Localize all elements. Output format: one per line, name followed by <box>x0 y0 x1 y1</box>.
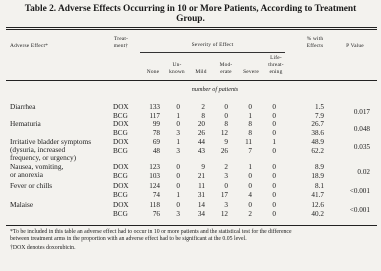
count-cell-mild: 14 <box>197 201 205 209</box>
count-cell-life: 0 <box>272 172 276 180</box>
header-severity: Severity of Effect <box>191 42 234 48</box>
count-cell-mild: 21 <box>197 172 205 180</box>
header-unknown-2: known <box>169 69 185 75</box>
count-cell-none: 69 <box>152 138 160 146</box>
header-adverse-effect: Adverse Effect* <box>10 43 49 49</box>
adverse-effect-label: Nausea, vomiting, <box>10 162 64 171</box>
count-cell-none: 117 <box>149 112 160 120</box>
header-life-2: threat- <box>268 62 284 68</box>
adverse-effect-label: Diarrhea <box>10 102 36 111</box>
treatment-cell: DOX <box>113 182 129 190</box>
adverse-effect-label: Hematuria <box>10 119 41 128</box>
footnote-3: †DOX denotes doxorubicin. <box>10 245 76 251</box>
treatment-cell: DOX <box>113 103 129 111</box>
count-cell-unk: 3 <box>176 147 180 155</box>
p-value-cell: <0.001 <box>349 206 370 214</box>
count-cell-life: 0 <box>272 120 276 128</box>
count-cell-mild: 26 <box>197 129 205 137</box>
treatment-cell: BCG <box>113 172 128 180</box>
adverse-effect-label: frequency, or urgency) <box>10 153 77 162</box>
treatment-cell: BCG <box>113 129 128 137</box>
header-pct-1: % with <box>306 36 324 42</box>
count-cell-mild: 43 <box>197 147 205 155</box>
header-life-1: Life- <box>270 55 282 61</box>
header-treatment-1: Treat- <box>113 36 129 42</box>
count-cell-unk: 0 <box>176 182 180 190</box>
count-cell-unk: 1 <box>176 138 180 146</box>
count-cell-unk: 0 <box>176 120 180 128</box>
adverse-effect-label: or anorexia <box>10 170 44 179</box>
count-cell-none: 118 <box>149 201 160 209</box>
adverse-effect-label: (dysuria, increased <box>10 145 66 154</box>
count-cell-life: 0 <box>272 112 276 120</box>
top-rule-2 <box>6 29 377 30</box>
count-cell-mild: 31 <box>197 191 205 199</box>
pct-cell: 1.5 <box>315 103 324 111</box>
count-cell-unk: 1 <box>176 191 180 199</box>
count-cell-unk: 0 <box>176 163 180 171</box>
count-cell-mild: 8 <box>201 112 205 120</box>
count-cell-mod: 12 <box>220 129 228 137</box>
count-cell-mild: 11 <box>198 182 205 190</box>
count-cell-none: 124 <box>149 182 160 190</box>
count-cell-life: 0 <box>272 201 276 209</box>
count-cell-life: 0 <box>272 163 276 171</box>
header-treatment-2: ment† <box>113 43 129 49</box>
count-cell-unk: 1 <box>176 112 180 120</box>
pct-cell: 62.2 <box>311 147 324 155</box>
count-cell-none: 123 <box>149 163 160 171</box>
pct-cell: 48.9 <box>311 138 324 146</box>
pct-cell: 40.2 <box>311 210 324 218</box>
count-cell-sev: 0 <box>248 201 252 209</box>
bottom-rule <box>6 225 377 226</box>
count-cell-life: 1 <box>272 138 276 146</box>
pct-cell: 8.9 <box>315 163 324 171</box>
header-life-3: ening <box>269 69 283 75</box>
count-cell-none: 74 <box>152 191 160 199</box>
count-cell-mod: 12 <box>220 210 228 218</box>
count-cell-mod: 26 <box>220 147 228 155</box>
count-cell-mod: 0 <box>224 103 228 111</box>
count-cell-sev: 11 <box>245 138 252 146</box>
count-cell-mod: 9 <box>224 138 228 146</box>
severity-rule <box>140 52 285 53</box>
count-cell-none: 78 <box>152 129 160 137</box>
count-cell-sev: 8 <box>248 129 252 137</box>
count-cell-unk: 0 <box>176 172 180 180</box>
header-mild: Mild <box>195 69 207 75</box>
adverse-effect-label: Fever or chills <box>10 181 53 190</box>
count-cell-none: 103 <box>149 172 160 180</box>
count-cell-unk: 3 <box>176 129 180 137</box>
count-cell-sev: 8 <box>248 120 252 128</box>
header-unknown-1: Un- <box>172 62 182 68</box>
count-cell-life: 0 <box>272 103 276 111</box>
count-cell-life: 0 <box>272 147 276 155</box>
count-cell-sev: 1 <box>248 163 252 171</box>
treatment-cell: DOX <box>113 120 129 128</box>
count-cell-life: 0 <box>272 210 276 218</box>
count-cell-sev: 4 <box>248 191 252 199</box>
header-moderate-1: Mod- <box>219 62 233 68</box>
header-pct-2: Effects <box>306 43 324 49</box>
count-cell-mod: 0 <box>224 112 228 120</box>
header-moderate-2: erate <box>220 69 232 75</box>
adverse-effect-label: Irritative bladder symptoms <box>10 137 92 146</box>
pct-cell: 41.7 <box>311 191 324 199</box>
pct-cell: 12.6 <box>311 201 324 209</box>
pct-cell: 26.7 <box>311 120 324 128</box>
count-cell-sev: 0 <box>248 172 252 180</box>
pct-cell: 8.1 <box>315 182 324 190</box>
count-cell-mild: 20 <box>197 120 205 128</box>
count-cell-mild: 2 <box>201 103 205 111</box>
pct-cell: 18.9 <box>311 172 324 180</box>
header-none: None <box>146 69 160 75</box>
p-value-cell: 0.048 <box>353 125 370 133</box>
table-title-line-1: Table 2. Adverse Effects Occurring in 10 or More Patients, According to Treatment <box>24 4 357 14</box>
count-cell-mod: 3 <box>224 201 228 209</box>
count-cell-mild: 9 <box>201 163 205 171</box>
count-cell-none: 99 <box>152 120 160 128</box>
count-cell-sev: 0 <box>248 182 252 190</box>
adverse-effect-label: Malaise <box>10 200 34 209</box>
treatment-cell: BCG <box>113 147 128 155</box>
header-p-value: P Value <box>346 43 364 49</box>
count-cell-sev: 1 <box>248 112 252 120</box>
treatment-cell: BCG <box>113 112 128 120</box>
count-cell-mild: 34 <box>197 210 205 218</box>
count-cell-none: 133 <box>149 103 160 111</box>
count-cell-mod: 0 <box>224 182 228 190</box>
count-cell-unk: 0 <box>176 201 180 209</box>
footnote-1: *To be included in this table an adverse effect had to occur in 10 or more patients and the statistical test for the difference <box>10 229 292 235</box>
treatment-cell: DOX <box>113 201 129 209</box>
p-value-cell: <0.001 <box>349 187 370 195</box>
treatment-cell: BCG <box>113 210 128 218</box>
count-cell-mod: 17 <box>220 191 228 199</box>
count-cell-sev: 7 <box>248 147 252 155</box>
treatment-cell: BCG <box>113 191 128 199</box>
header-severe: Severe <box>243 69 259 75</box>
count-cell-mild: 44 <box>197 138 205 146</box>
treatment-cell: DOX <box>113 163 129 171</box>
count-cell-mod: 8 <box>224 120 228 128</box>
pct-cell: 38.6 <box>311 129 324 137</box>
count-cell-sev: 2 <box>248 210 252 218</box>
count-cell-sev: 0 <box>248 103 252 111</box>
count-cell-life: 0 <box>272 182 276 190</box>
header-rule <box>6 80 377 81</box>
count-cell-none: 76 <box>152 210 160 218</box>
p-value-cell: 0.017 <box>353 108 370 116</box>
count-cell-life: 0 <box>272 129 276 137</box>
top-rule <box>6 27 377 28</box>
count-cell-mod: 2 <box>224 163 228 171</box>
count-cell-unk: 0 <box>176 103 180 111</box>
units-label: number of patients <box>191 86 239 93</box>
table-title-line-2: Group. <box>176 14 205 24</box>
count-cell-none: 48 <box>152 147 160 155</box>
footnote-2: between treatment arms in the proportion with an adverse effect had to be significant at the 0.05 level. <box>10 236 247 242</box>
p-value-cell: 0.035 <box>353 143 370 151</box>
pct-cell: 7.9 <box>315 112 324 120</box>
treatment-cell: DOX <box>113 138 129 146</box>
count-cell-unk: 3 <box>176 210 180 218</box>
count-cell-life: 0 <box>272 191 276 199</box>
p-value-cell: 0.02 <box>357 168 370 176</box>
count-cell-mod: 3 <box>224 172 228 180</box>
